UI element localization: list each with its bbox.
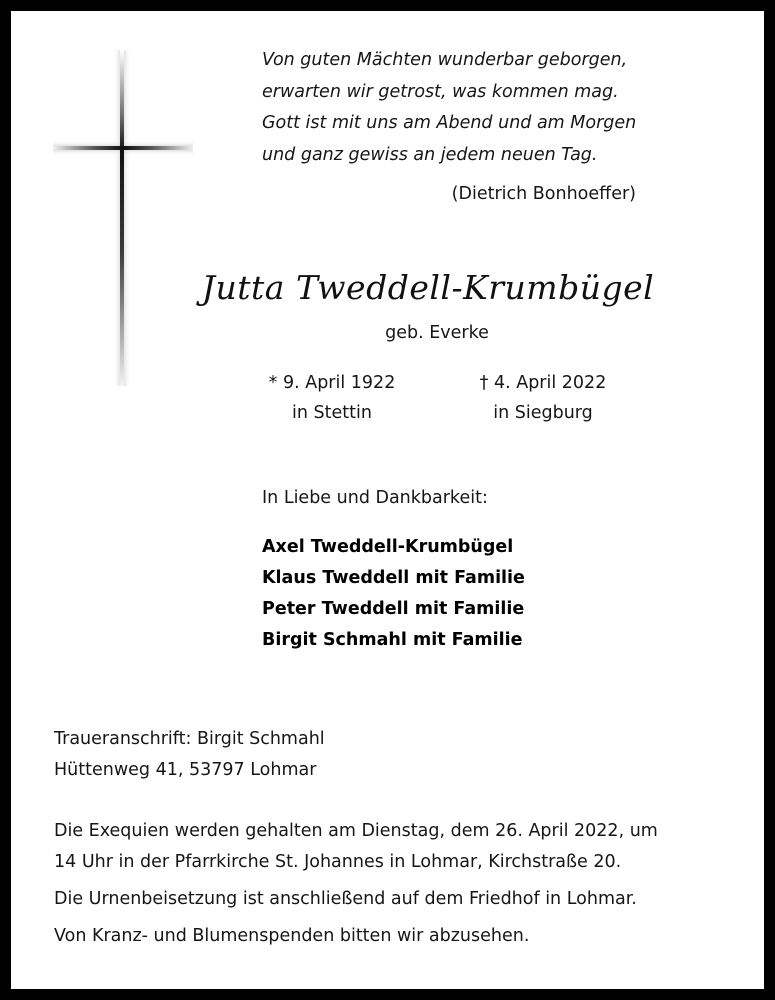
mourner-name: Axel Tweddell-Krumbügel [262, 537, 514, 557]
burial-text: Die Urnenbeisetzung ist anschließend auf dem Friedhof in Lohmar. [54, 889, 637, 909]
death-place: in Siegburg [493, 403, 593, 423]
poem-line: Von guten Mächten wunderbar geborgen, [262, 50, 628, 70]
deceased-name: Jutta Tweddell-Krumbügel [201, 268, 655, 307]
poem-author: (Dietrich Bonhoeffer) [451, 184, 636, 204]
poem-line: Gott ist mit uns am Abend und am Morgen [262, 113, 637, 133]
death-date: † 4. April 2022 [479, 373, 607, 393]
mourning-address [54, 724, 325, 786]
birth-date: * 9. April 1922 [268, 373, 396, 393]
mourner-name: Birgit Schmahl mit Familie [262, 630, 523, 650]
poem [262, 45, 682, 171]
thanks-intro: In Liebe und Dankbarkeit: [262, 488, 488, 508]
poem-line: erwarten wir getrost, was kommen mag. [262, 81, 619, 102]
death-info [443, 368, 643, 428]
flowers-text: Von Kranz- und Blumenspenden bitten wir abzusehen. [54, 926, 530, 946]
mourner-name: Peter Tweddell mit Familie [262, 599, 525, 619]
address-line: Traueranschrift: Birgit Schmahl [54, 729, 325, 749]
address-line: Hüttenweg 41, 53797 Lohmar [54, 760, 317, 780]
exequies-text: 14 Uhr in der Pfarrkirche St. Johannes in Lohmar, Kirchstraße 20. [54, 852, 622, 872]
mourner-name: Klaus Tweddell mit Familie [262, 568, 525, 588]
maiden-name: geb. Everke [385, 323, 489, 343]
poem-line: und ganz gewiss an jedem neuen Tag. [262, 144, 598, 165]
exequies-text: Die Exequien werden gehalten am Dienstag, dem 26. April 2022, um [54, 821, 658, 841]
mourners-list [262, 532, 525, 656]
birth-info [232, 368, 432, 428]
birth-place: in Stettin [292, 403, 372, 423]
funeral-info [54, 816, 734, 952]
